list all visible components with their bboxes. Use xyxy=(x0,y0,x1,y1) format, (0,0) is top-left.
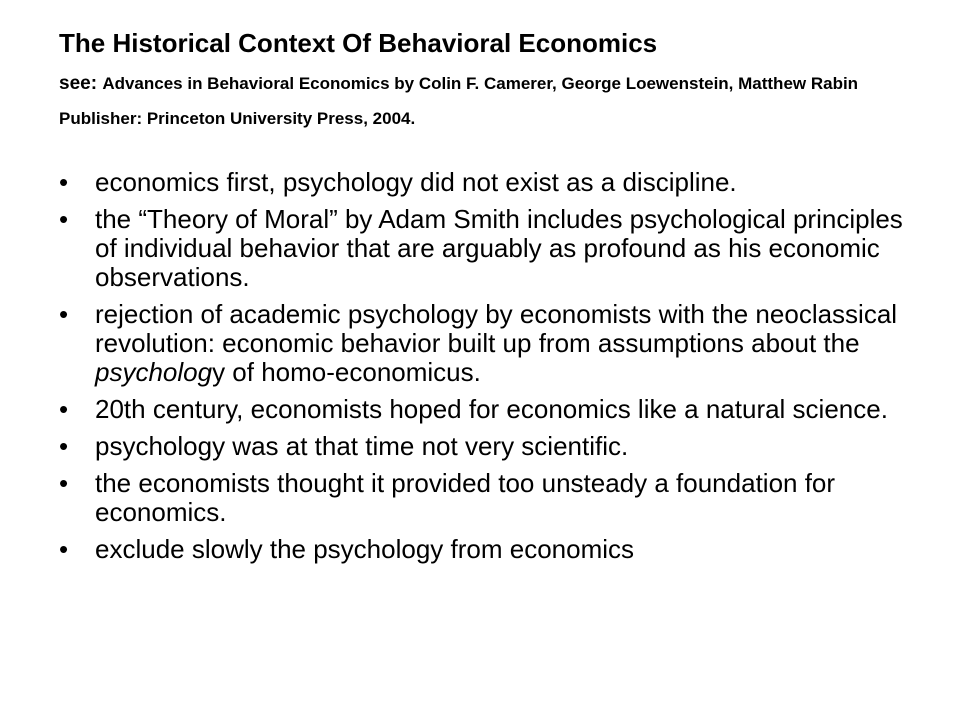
source-citation xyxy=(59,66,919,136)
bullet-text: exclude slowly the psychology from economics xyxy=(95,534,635,564)
bullet-text: psychology was at that time not very scientific. xyxy=(95,431,629,461)
bullet-item xyxy=(59,432,909,461)
slide-title: The Historical Context Of Behavioral Economics xyxy=(59,28,658,58)
citation-text: Advances in Behavioral Economics by Colin F. Camerer, George Loewenstein, Matthew Rabin Publisher: Princeton University Press, 2004. xyxy=(59,74,859,128)
bullet-list xyxy=(59,168,909,572)
bullet-item xyxy=(59,469,909,527)
bullet-marker: • xyxy=(59,299,69,329)
bullet-text: 20th century, economists hoped for economics like a natural science. xyxy=(95,394,888,424)
citation-prefix: see: xyxy=(59,73,103,94)
bullet-item xyxy=(59,300,909,387)
bullet-marker: • xyxy=(59,468,69,498)
bullet-item xyxy=(59,395,909,424)
bullet-text-before: rejection of academic psychology by economists with the neoclassical revolution: economic behavior built up from assumptions about the xyxy=(95,299,898,358)
bullet-marker: • xyxy=(59,167,69,197)
bullet-marker: • xyxy=(59,534,69,564)
bullet-item xyxy=(59,168,909,197)
bullet-text-after: y of homo-economicus. xyxy=(212,357,481,387)
bullet-text-emphasis: psycholog xyxy=(95,357,213,387)
bullet-marker: • xyxy=(59,204,69,234)
bullet-text: the “Theory of Moral” by Adam Smith includes psychological principles of individual behavior that are arguably as profound as his economic observations. xyxy=(95,204,903,292)
bullet-item xyxy=(59,205,909,292)
bullet-text: economics first, psychology did not exist as a discipline. xyxy=(95,167,737,197)
bullet-marker: • xyxy=(59,394,69,424)
bullet-text xyxy=(95,299,897,387)
bullet-text: the economists thought it provided too unsteady a foundation for economics. xyxy=(95,468,836,527)
bullet-item xyxy=(59,535,909,564)
bullet-marker: • xyxy=(59,431,69,461)
